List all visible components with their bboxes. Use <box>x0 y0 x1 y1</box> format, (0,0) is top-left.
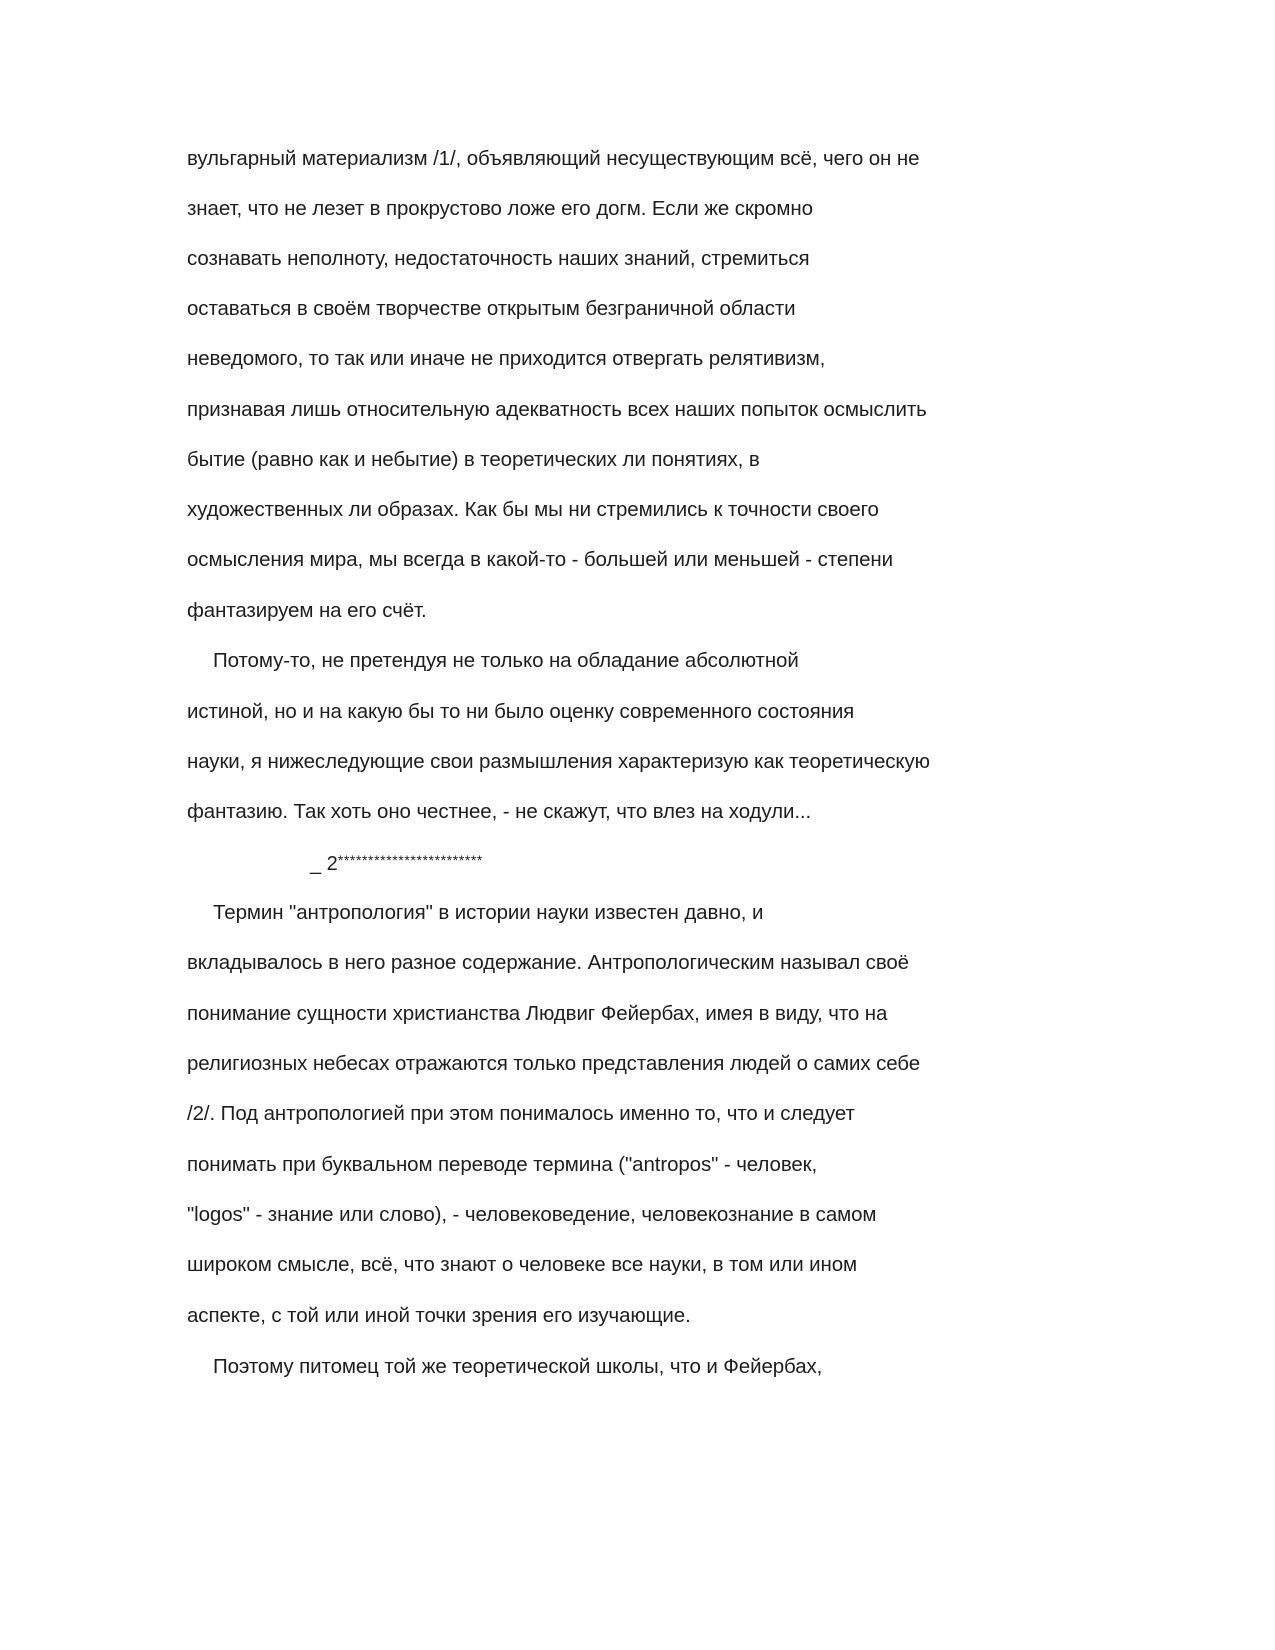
section-separator <box>310 847 483 877</box>
paragraph-1-line: бытие (равно как и небытие) в теоретических ли понятиях, в <box>187 448 760 471</box>
paragraph-3-line: религиозных небесах отражаются только представления людей о самих себе <box>187 1052 921 1075</box>
paragraph-1-line: художественных ли образах. Как бы мы ни стремились к точности своего <box>187 498 879 521</box>
paragraph-2-line: истиной, но и на какую бы то ни было оценку современного состояния <box>187 700 855 723</box>
paragraph-1-line: вульгарный материализм /1/, объявляющий несуществующим всё, чего он не <box>187 147 920 170</box>
separator-stars: ************************ <box>337 852 483 868</box>
paragraph-4-line: Поэтому питомец той же теоретической школы, что и Фейербах, <box>213 1355 823 1378</box>
paragraph-3-line: широком смысле, всё, что знают о человеке все науки, в том или ином <box>187 1253 858 1276</box>
paragraph-3-line: понимать при буквальном переводе термина ("antropos" - человек, <box>187 1153 818 1176</box>
paragraph-1-line: оставаться в своём творчестве открытым безграничной области <box>187 297 796 320</box>
paragraph-1-line: осмысления мира, мы всегда в какой-то - большей или меньшей - степени <box>187 548 893 571</box>
separator-prefix: _ 2 <box>310 853 338 875</box>
paragraph-2-line: Потому-то, не претендуя не только на обладание абсолютной <box>213 649 799 672</box>
paragraph-3-line: аспекте, с той или иной точки зрения его изучающие. <box>187 1304 691 1327</box>
paragraph-2-line: фантазию. Так хоть оно честнее, - не скажут, что влез на ходули... <box>187 800 812 823</box>
paragraph-3-line: вкладывалось в него разное содержание. Антропологическим называл своё <box>187 951 909 974</box>
paragraph-1-line: сознавать неполноту, недостаточность наших знаний, стремиться <box>187 247 810 270</box>
paragraph-1-line: признавая лишь относительную адекватность всех наших попыток осмыслить <box>187 398 927 421</box>
paragraph-1-line: фантазируем на его счёт. <box>187 599 427 622</box>
paragraph-3-line: понимание сущности христианства Людвиг Фейербах, имея в виду, что на <box>187 1002 888 1025</box>
paragraph-2-line: науки, я нижеследующие свои размышления характеризую как теоретическую <box>187 750 930 773</box>
paragraph-1-line: знает, что не лезет в прокрустово ложе его догм. Если же скромно <box>187 197 813 220</box>
paragraph-3-line: "logos" - знание или слово), - человековедение, человекознание в самом <box>187 1203 877 1226</box>
paragraph-3-line: Термин "антропология" в истории науки известен давно, и <box>213 901 764 924</box>
paragraph-1-line: неведомого, то так или иначе не приходится отвергать релятивизм, <box>187 347 826 370</box>
paragraph-3-line: /2/. Под антропологией при этом понималось именно то, что и следует <box>187 1102 855 1125</box>
